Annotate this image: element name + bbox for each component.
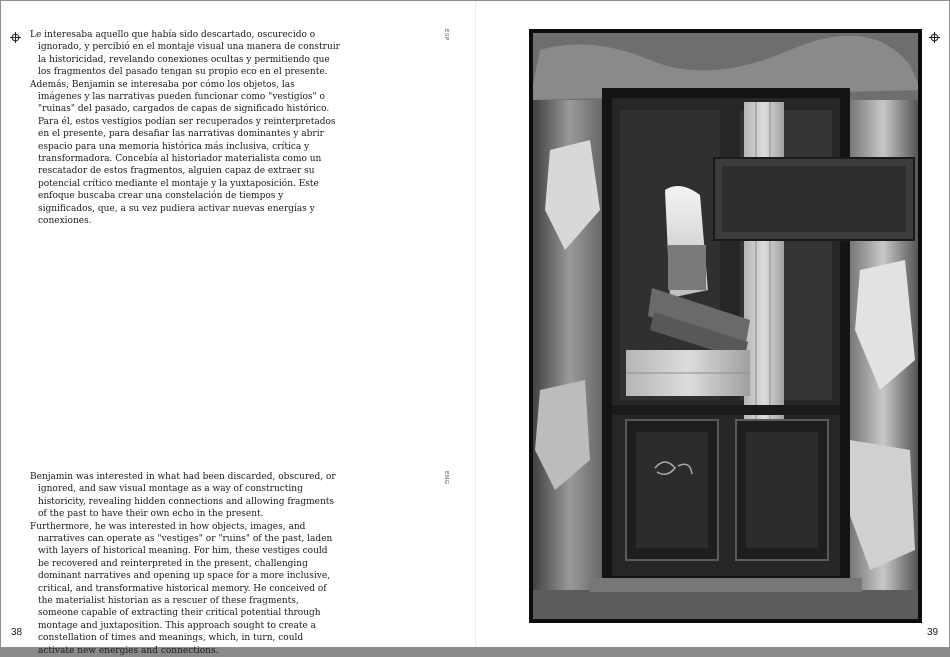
page-number-right: 39 bbox=[927, 627, 939, 638]
spanish-paragraph-2: Además, Benjamin se interesaba por cómo los objetos, las imágenes y las narrativas pueden funcionar como "vestigios" o "ruinas" del pasado, cargados de capas de significado histórico. Para él, estos vestigios podían ser recuperados y reinterpretados en el presente, para desafiar las narrativas dominantes y abrir espacio para una memoria histórica más inclusiva, crítica y transformadora. Concebía al historiador materialista como un rescatador de estos fragmentos, alguien capaz de extraer su potencial crítico mediante el montaje y la yuxtaposición. Este enfoque buscaba crear una constelación de tiempos y significados, que, a su vez pudiera activar nuevas energías y conexiones. bbox=[30, 79, 336, 227]
english-paragraph-1: Benjamin was interested in what had been discarded, obscured, or ignored, and saw visual montage as a way of constructing historicity, revealing hidden connections and allowing fragments of the past to have their own echo in the present. bbox=[30, 472, 336, 520]
page-number-left: 38 bbox=[11, 627, 23, 638]
spanish-text-block bbox=[30, 29, 340, 228]
boarded-window-photo bbox=[530, 30, 921, 622]
spanish-paragraph-1: Le interesaba aquello que había sido descartado, oscurecido o ignorado, y percibió en el montaje visual una manera de construir la historicidad, revelando conexiones ocultas y permitiendo que los fragmentos del pasado tengan su propio eco en el presente. bbox=[30, 30, 340, 78]
english-paragraph-2: Furthermore, he was interested in how objects, images, and narratives can operate as "vestiges" or "ruins" of the past, laden with layers of historical meaning. For him, these vestiges could be recovered and reinterpreted in the present, challenging dominant narratives and opening up space for a more inclusive, critical, and transformative historical memory. He conceived of the materialist historian as a rescuer of these fragments, someone capable of extracting their critical potential through montage and juxtaposition. This approach sought to create a constellation of times and meanings, which, in turn, could activate new energies and connections. bbox=[30, 521, 333, 656]
registration-mark-icon bbox=[10, 32, 21, 43]
language-label-esp: ESP bbox=[443, 29, 449, 41]
language-label-eng: ENG bbox=[443, 471, 449, 485]
page-gutter bbox=[475, 1, 476, 647]
registration-mark-icon bbox=[929, 32, 940, 43]
english-text-block bbox=[30, 471, 340, 657]
